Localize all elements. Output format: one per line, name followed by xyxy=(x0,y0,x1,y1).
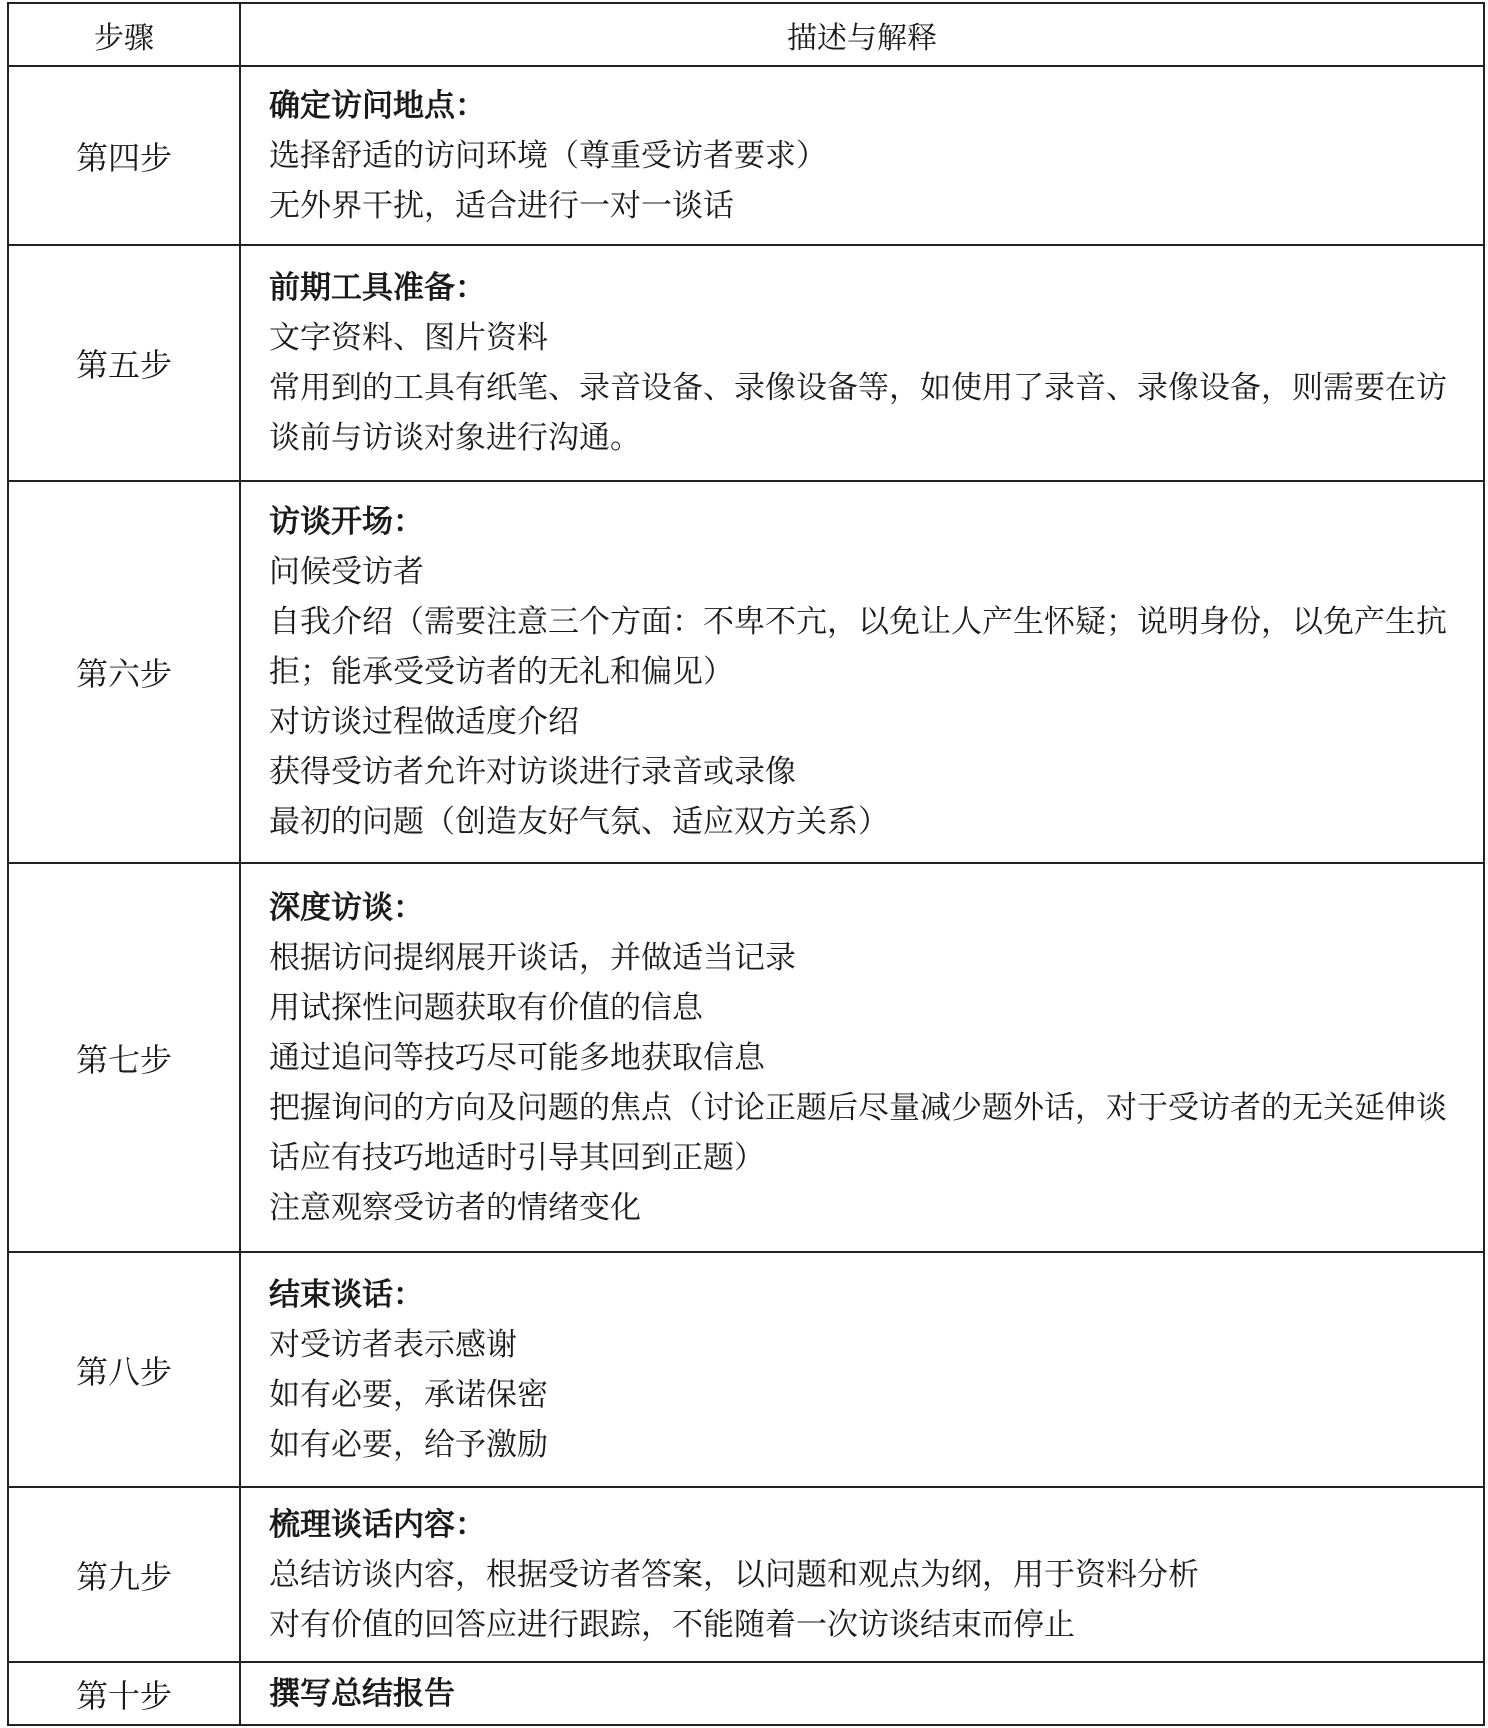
description-line: 选择舒适的访问环境（尊重受访者要求） xyxy=(269,137,827,174)
step-label: 第八步 xyxy=(8,1252,240,1487)
description-cell xyxy=(240,66,1484,245)
step-label: 第七步 xyxy=(8,863,240,1252)
step-title: 结束谈话： xyxy=(269,1276,424,1313)
step-title: 访谈开场： xyxy=(269,504,424,540)
table-header-row xyxy=(8,3,1484,66)
table-row xyxy=(8,863,1484,1252)
description-line: 把握询问的方向及问题的焦点（讨论正题后尽量减少题外话，对于受访者的无关延伸谈话应有技巧地适时引导其回到正题） xyxy=(269,1089,1447,1176)
description-cell xyxy=(240,245,1484,481)
step-label: 第四步 xyxy=(8,66,240,245)
table-row xyxy=(8,1487,1484,1662)
description-cell xyxy=(240,1252,1484,1487)
description-line: 根据访问提纲展开谈话，并做适当记录 xyxy=(269,939,796,976)
description-line: 对有价值的回答应进行跟踪，不能随着一次访谈结束而停止 xyxy=(269,1606,1075,1643)
description-line: 自我介绍（需要注意三个方面：不卑不亢，以免让人产生怀疑；说明身份，以免产生抗拒；能承受受访者的无礼和偏见） xyxy=(269,604,1447,690)
description-line: 对受访者表示感谢 xyxy=(269,1326,517,1363)
description-line: 用试探性问题获取有价值的信息 xyxy=(269,989,703,1026)
table-row xyxy=(8,1662,1484,1725)
description-cell xyxy=(240,1487,1484,1662)
description-line: 获得受访者允许对访谈进行录音或录像 xyxy=(269,754,796,790)
description-line: 文字资料、图片资料 xyxy=(269,320,548,356)
step-label: 第六步 xyxy=(8,481,240,863)
description-line: 注意观察受访者的情绪变化 xyxy=(269,1189,641,1226)
step-title: 撰写总结报告 xyxy=(269,1675,455,1712)
step-title: 梳理谈话内容： xyxy=(269,1506,486,1543)
description-line: 最初的问题（创造友好气氛、适应双方关系） xyxy=(269,804,889,840)
description-cell xyxy=(240,863,1484,1252)
table-row xyxy=(8,1252,1484,1487)
step-label: 第五步 xyxy=(8,245,240,481)
table-row xyxy=(8,481,1484,863)
description-line: 通过追问等技巧尽可能多地获取信息 xyxy=(269,1039,765,1076)
step-label: 第十步 xyxy=(8,1662,240,1725)
description-line: 如有必要，给予激励 xyxy=(269,1426,548,1463)
step-title: 深度访谈： xyxy=(269,889,424,926)
table-row xyxy=(8,66,1484,245)
description-cell xyxy=(240,1662,1484,1725)
step-title: 前期工具准备： xyxy=(269,270,486,306)
description-cell xyxy=(240,481,1484,863)
header-step: 步骤 xyxy=(8,3,240,66)
description-line: 问候受访者 xyxy=(269,554,424,590)
description-line: 如有必要，承诺保密 xyxy=(269,1376,548,1413)
description-line: 对访谈过程做适度介绍 xyxy=(269,704,579,740)
interview-steps-table xyxy=(7,2,1485,1726)
header-description: 描述与解释 xyxy=(240,3,1484,66)
description-line: 总结访谈内容，根据受访者答案，以问题和观点为纲，用于资料分析 xyxy=(269,1556,1199,1593)
description-line: 无外界干扰，适合进行一对一谈话 xyxy=(269,187,734,224)
table-row xyxy=(8,245,1484,481)
description-line: 常用到的工具有纸笔、录音设备、录像设备等，如使用了录音、录像设备，则需要在访谈前与访谈对象进行沟通。 xyxy=(269,370,1447,456)
step-title: 确定访问地点： xyxy=(269,87,486,124)
step-label: 第九步 xyxy=(8,1487,240,1662)
